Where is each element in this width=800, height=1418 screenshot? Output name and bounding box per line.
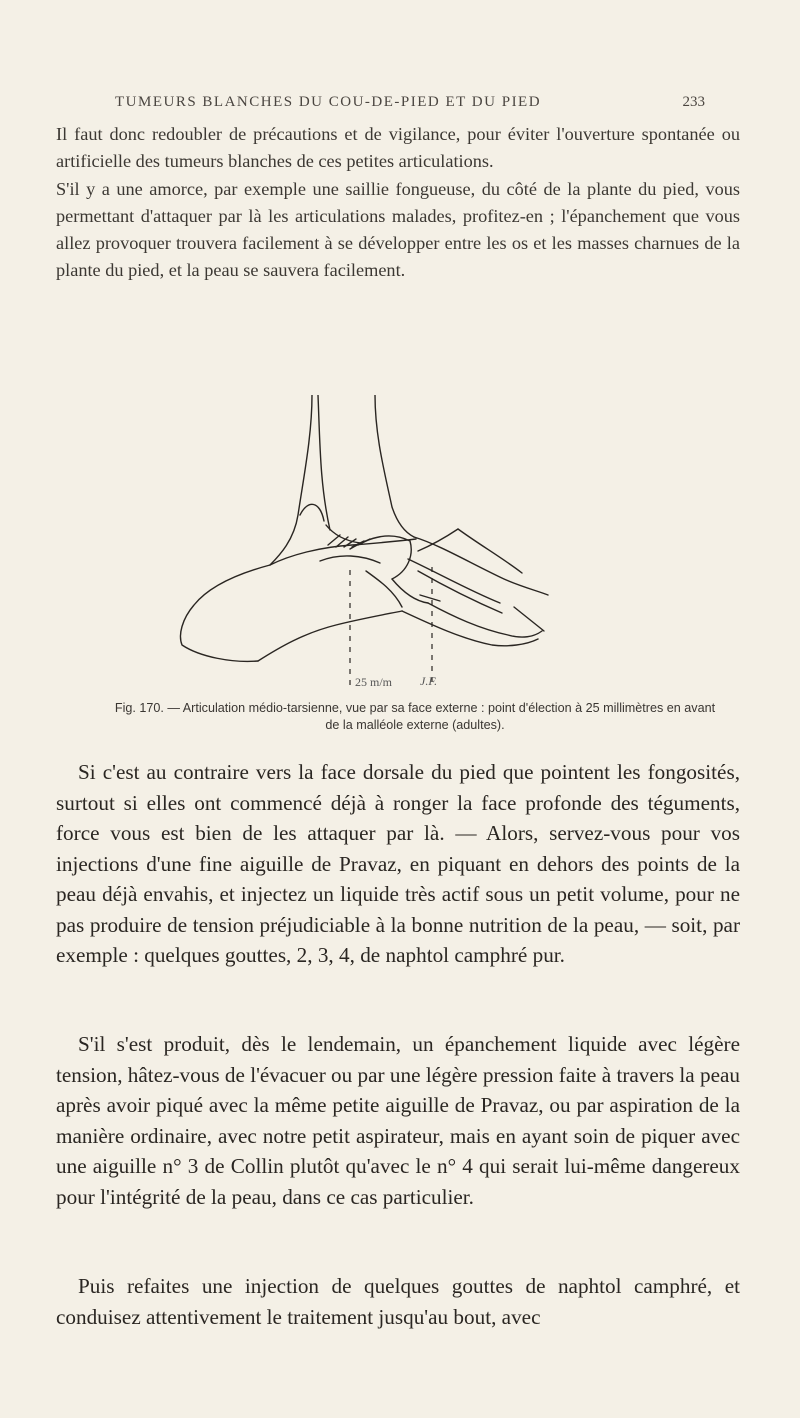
page-number: 233 <box>682 94 705 110</box>
paragraph: S'il y a une amorce, par exemple une saillie fongueuse, du côté de la plante du pied, vous permettant d'attaquer par là les articulations malades, profitez-en ; l'épanchement que vous allez provoquer trouvera facilement à se développer entre les os et les masses charnues de la plante du pied, et la peau se sauvera facilement. <box>56 179 740 280</box>
paragraph: S'il s'est produit, dès le lendemain, un épanchement liquide avec légère tension, hâtez-vous de l'évacuer ou par une légère pression faite à travers la peau après avoir piqué avec la même petite aiguille de Pravaz, ou par aspiration de la manière ordinaire, avec notre petit aspirateur, mais en ayant soin de piquer avec une aiguille n° 3 de Collin plutôt qu'avec le n° 4 qui serait lui-même dangereux pour l'intégrité de la peau, dans ce cas particulier. <box>56 1032 740 1209</box>
artist-mark: J.F. <box>420 674 438 688</box>
paragraph: Si c'est au contraire vers la face dorsale du pied que pointent les fongosités, surtout si elles ont commencé déjà à ronger la face profonde des téguments, force vous est bien de les attaquer par là. — Alors, servez-vous pour vos injections d'une fine aiguille de Pravaz, en piquant en dehors des points de la peau déjà envahis, et injectez un liquide très actif sous un petit volume, pour ne pas produire de tension préjudiciable à la bonne nutrition de la peau, — soit, par exemple : quelques gouttes, 2, 3, 4, de naphtol camphré pur. <box>56 760 740 967</box>
paragraph: Il faut donc redoubler de précautions et de vigilance, pour éviter l'ouverture spontanée ou artificielle des tumeurs blanches de ces petites articulations. <box>56 124 740 171</box>
figure-caption: Fig. 170. — Articulation médio-tarsienne, vue par sa face externe : point d'élection à 25 millimètres en avant de la malléole externe (adultes). <box>114 701 716 732</box>
scale-label: 25 m/m <box>355 675 393 689</box>
foot-joint-illustration <box>170 395 560 695</box>
running-title: TUMEURS BLANCHES DU COU-DE-PIED ET DU PIED <box>115 94 542 110</box>
paragraph: Puis refaites une injection de quelques gouttes de naphtol camphré, et conduisez attentivement le traitement jusqu'au bout, avec <box>56 1274 740 1329</box>
